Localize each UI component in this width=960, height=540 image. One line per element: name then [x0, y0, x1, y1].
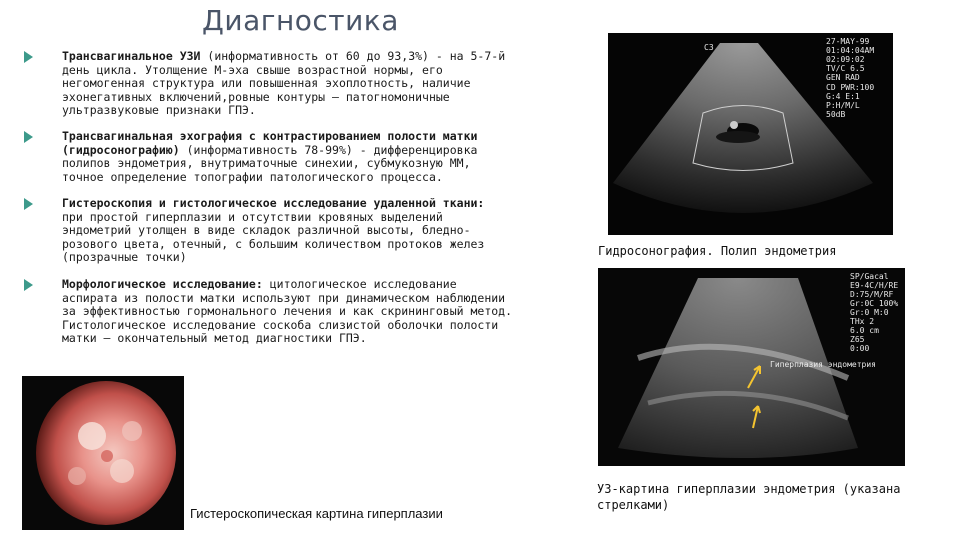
bullet-3-line: розового цвета, отечный, с большим количеством протоков желез — [62, 236, 485, 251]
bullet-4-line: за эффективностью гормонального лечения и как скрининговый метод. — [62, 304, 513, 319]
bullet-marker — [24, 198, 33, 210]
us1-overlay-topright: 27-MAY-99 01:04:04AM 02:09:02 TV/C 6.5 GEN RAD — [826, 37, 875, 82]
us1-overlay-left: C3 — [704, 43, 714, 52]
bullet-4-line: Гистологическое исследование соскоба слизистой оболочки полости — [62, 317, 499, 332]
hydrosonography-caption: Гидросонография. Полип эндометрия — [598, 244, 837, 258]
bullet-4-text — [62, 278, 512, 346]
bullet-1-heading: Трансвагинальное УЗИ — [62, 49, 201, 63]
bullet-2-heading: Трансвагинальная эхография с контрастированием полости матки — [62, 129, 478, 143]
bullet-3-heading: Гистероскопия и гистологическое исследование удаленной ткани: — [62, 196, 485, 210]
bullet-4-line: аспирата из полости матки используют при динамическом наблюдении — [62, 290, 506, 305]
bullet-2-heading-cont: (гидросонографию) — [62, 142, 180, 157]
bullet-2-line: полипов эндометрия, внутриматочные синехии, субмукозную ММ, — [62, 156, 471, 171]
page-title: Диагностика — [202, 4, 399, 37]
ultrasound-caption-line1: УЗ-картина гиперплазии эндометрия (указана — [597, 482, 901, 496]
endometrial-hyperplasia-ultrasound — [598, 268, 905, 466]
bullet-1-line: негомогенная структура или повышенная эхоплотность, наличие — [62, 76, 471, 91]
bullet-2-text — [62, 130, 477, 184]
bullet-marker — [24, 279, 33, 291]
bullet-1-line: ультразвуковые признаки ГПЭ. — [62, 103, 256, 118]
hysteroscopy-graphic — [22, 376, 184, 530]
bullet-3-text — [62, 197, 484, 265]
bullet-4-rest: цитологическое исследование — [262, 277, 457, 291]
bullet-3-line: при простой гиперплазии и отсутствии кровяных выделений — [62, 209, 443, 224]
bullet-2-rest: (информативность 78-99%) - дифференцировка — [179, 142, 478, 157]
bullet-1-line: день цикла. Утолщение М-эха свыше возрастной нормы, его — [62, 62, 443, 77]
bullet-1-rest: (информативность от 60 до 93,3%) - на 5-7-й — [200, 49, 506, 63]
us2-label: Гиперплазия эндометрия — [770, 360, 876, 369]
bullet-3-line: (прозрачные точки) — [62, 250, 187, 265]
ultrasound-caption-line2: стрелками) — [597, 498, 670, 512]
bullet-3-line: эндометрий утолщен в виде складок различной высоты, бледно- — [62, 223, 471, 238]
bullet-marker — [24, 131, 33, 143]
hysteroscopy-caption: Гистероскопическая картина гиперплазии — [190, 506, 443, 521]
bullet-1-text — [62, 50, 505, 118]
bullet-1-line: эхонегативных включений,ровные контуры — патогномоничные — [62, 89, 450, 104]
bullet-4-line: матки — окончательный метод диагностики ГПЭ. — [62, 331, 367, 346]
bullet-2-line: точное определение топографии патологического процесса. — [62, 169, 443, 184]
bullet-marker — [24, 51, 33, 63]
bullet-4-heading: Морфологическое исследование: — [62, 277, 263, 291]
hysteroscopy-image — [22, 376, 184, 530]
us2-overlay-topright: SP/Gacal E9-4C/H/RE D:75/M/RF Gr:0C 100% Gr:0 M:0 THx 2 6.0 cm Z65 0:00 — [850, 272, 899, 353]
hydrosonography-image — [608, 33, 893, 235]
us1-overlay-bottomright: CD PWR:100 G:4 E:1 P:H/M/L 50dB — [826, 83, 875, 119]
